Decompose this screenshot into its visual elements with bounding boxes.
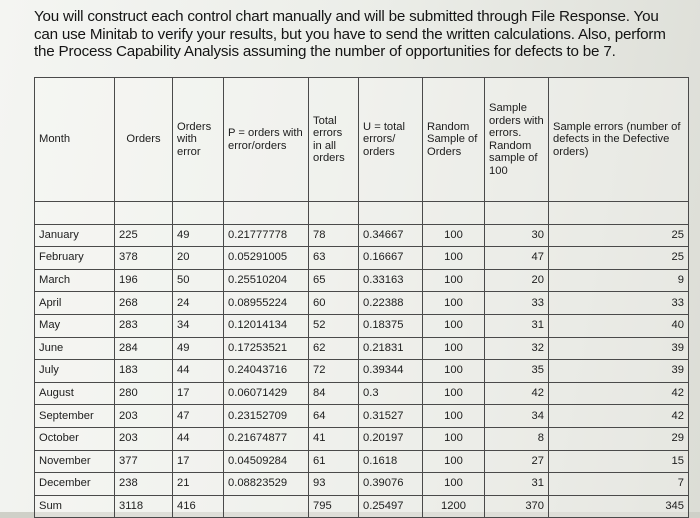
- cell-orders-with-error: 44: [173, 427, 224, 450]
- cell-orders: 225: [115, 224, 173, 247]
- cell-orders-with-error: 49: [173, 224, 224, 247]
- cell-orders: 268: [115, 292, 173, 315]
- cell-p-ratio: 0.04509284: [224, 450, 309, 473]
- cell-sample-errors: 42: [549, 405, 689, 428]
- cell-sample-errors: 25: [549, 247, 689, 270]
- cell-p-ratio: 0.08823529: [224, 473, 309, 496]
- header-sample-errors: Sample errors (number of defects in the Defective orders): [549, 78, 689, 202]
- cell-month: February: [35, 247, 115, 270]
- cell-random-sample: 1200: [423, 495, 485, 518]
- cell-sample-orders-with-errors: 47: [485, 247, 549, 270]
- cell-sample-errors: 345: [549, 495, 689, 518]
- table-row: [35, 292, 689, 315]
- header-p-ratio: P = orders with error/orders: [224, 78, 309, 202]
- cell-sample-errors: 39: [549, 360, 689, 383]
- header-total-errors: Total errors in all orders: [309, 78, 359, 202]
- cell-orders: 238: [115, 473, 173, 496]
- cell-sample-orders-with-errors: 31: [485, 473, 549, 496]
- cell-random-sample: 100: [423, 360, 485, 383]
- cell-sample-orders-with-errors: 33: [485, 292, 549, 315]
- cell-sample-orders-with-errors: 370: [485, 495, 549, 518]
- cell-sample-errors: 15: [549, 450, 689, 473]
- cell-orders-with-error: 17: [173, 382, 224, 405]
- cell-sample-orders-with-errors: 30: [485, 224, 549, 247]
- cell-random-sample: 100: [423, 427, 485, 450]
- cell-month: January: [35, 224, 115, 247]
- cell-total-errors: 72: [309, 360, 359, 383]
- cell-total-errors: 60: [309, 292, 359, 315]
- cell-orders-with-error: 44: [173, 360, 224, 383]
- cell-sample-orders-with-errors: 35: [485, 360, 549, 383]
- cell-u-ratio: 0.33163: [359, 269, 423, 292]
- table-row: [35, 314, 689, 337]
- cell-p-ratio: 0.05291005: [224, 247, 309, 270]
- cell-sample-errors: 25: [549, 224, 689, 247]
- cell-orders-with-error: 49: [173, 337, 224, 360]
- table-row: [35, 269, 689, 292]
- cell-u-ratio: 0.25497: [359, 495, 423, 518]
- cell-p-ratio: 0.17253521: [224, 337, 309, 360]
- cell-total-errors: 78: [309, 224, 359, 247]
- cell-u-ratio: 0.22388: [359, 292, 423, 315]
- cell-u-ratio: 0.39344: [359, 360, 423, 383]
- cell-orders: 203: [115, 427, 173, 450]
- cell-total-errors: 84: [309, 382, 359, 405]
- cell-u-ratio: 0.3: [359, 382, 423, 405]
- cell-orders: 183: [115, 360, 173, 383]
- cell-orders-with-error: 21: [173, 473, 224, 496]
- header-u-ratio: U = total errors/ orders: [359, 78, 423, 202]
- table-row: [35, 473, 689, 496]
- cell-random-sample: 100: [423, 269, 485, 292]
- cell-random-sample: 100: [423, 337, 485, 360]
- cell-random-sample: 100: [423, 450, 485, 473]
- cell-random-sample: 100: [423, 473, 485, 496]
- cell-orders: 196: [115, 269, 173, 292]
- cell-total-errors: 65: [309, 269, 359, 292]
- table-row: [35, 224, 689, 247]
- cell-orders-with-error: 47: [173, 405, 224, 428]
- cell-p-ratio: 0.06071429: [224, 382, 309, 405]
- cell-p-ratio: 0.08955224: [224, 292, 309, 315]
- cell-random-sample: 100: [423, 247, 485, 270]
- cell-p-ratio: 0.21674877: [224, 427, 309, 450]
- cell-p-ratio: 0.12014134: [224, 314, 309, 337]
- cell-total-errors: 52: [309, 314, 359, 337]
- cell-month: June: [35, 337, 115, 360]
- cell-month: May: [35, 314, 115, 337]
- cell-total-errors: 93: [309, 473, 359, 496]
- cell-month: July: [35, 360, 115, 383]
- cell-u-ratio: 0.39076: [359, 473, 423, 496]
- cell-orders-with-error: 34: [173, 314, 224, 337]
- cell-month: August: [35, 382, 115, 405]
- cell-sample-orders-with-errors: 32: [485, 337, 549, 360]
- cell-sample-errors: 29: [549, 427, 689, 450]
- cell-month: October: [35, 427, 115, 450]
- cell-p-ratio: 0.24043716: [224, 360, 309, 383]
- cell-orders: 3118: [115, 495, 173, 518]
- cell-p-ratio: 0.21777778: [224, 224, 309, 247]
- header-orders-with-error: Orders with error: [173, 78, 224, 202]
- cell-sample-errors: 33: [549, 292, 689, 315]
- cell-month: December: [35, 473, 115, 496]
- cell-random-sample: 100: [423, 405, 485, 428]
- cell-total-errors: 61: [309, 450, 359, 473]
- cell-u-ratio: 0.20197: [359, 427, 423, 450]
- cell-sample-errors: 7: [549, 473, 689, 496]
- cell-random-sample: 100: [423, 382, 485, 405]
- cell-sample-errors: 39: [549, 337, 689, 360]
- cell-u-ratio: 0.34667: [359, 224, 423, 247]
- cell-month: November: [35, 450, 115, 473]
- cell-orders-with-error: 416: [173, 495, 224, 518]
- header-random-sample: Random Sample of Orders: [423, 78, 485, 202]
- sum-row: [35, 495, 689, 518]
- table-row: [35, 247, 689, 270]
- cell-orders-with-error: 50: [173, 269, 224, 292]
- cell-orders-with-error: 20: [173, 247, 224, 270]
- cell-sample-errors: 40: [549, 314, 689, 337]
- cell-sample-orders-with-errors: 8: [485, 427, 549, 450]
- cell-u-ratio: 0.16667: [359, 247, 423, 270]
- cell-orders-with-error: 17: [173, 450, 224, 473]
- cell-orders: 377: [115, 450, 173, 473]
- cell-orders-with-error: 24: [173, 292, 224, 315]
- table-row: [35, 337, 689, 360]
- cell-orders: 283: [115, 314, 173, 337]
- cell-u-ratio: 0.1618: [359, 450, 423, 473]
- spacer-row: [35, 202, 689, 225]
- cell-sample-errors: 9: [549, 269, 689, 292]
- header-month: Month: [35, 78, 115, 202]
- cell-sample-orders-with-errors: 34: [485, 405, 549, 428]
- cell-total-errors: 64: [309, 405, 359, 428]
- cell-sample-orders-with-errors: 27: [485, 450, 549, 473]
- cell-sample-errors: 42: [549, 382, 689, 405]
- cell-total-errors: 63: [309, 247, 359, 270]
- cell-orders: 378: [115, 247, 173, 270]
- cell-p-ratio: 0.23152709: [224, 405, 309, 428]
- quality-data-table: [34, 77, 689, 518]
- cell-total-errors: 41: [309, 427, 359, 450]
- cell-random-sample: 100: [423, 292, 485, 315]
- cell-sample-orders-with-errors: 31: [485, 314, 549, 337]
- cell-month: March: [35, 269, 115, 292]
- table-row: [35, 360, 689, 383]
- cell-random-sample: 100: [423, 224, 485, 247]
- cell-total-errors: 62: [309, 337, 359, 360]
- cell-month: September: [35, 405, 115, 428]
- cell-orders: 203: [115, 405, 173, 428]
- instructions-text: You will construct each control chart manually and will be submitted through File Response. You can use Minitab to verify your results, but you have to send the written calculations. Also, perform the Process Capability Analysis assuming the number of opportunities for defects to be 7.: [34, 8, 666, 60]
- cell-u-ratio: 0.31527: [359, 405, 423, 428]
- cell-u-ratio: 0.18375: [359, 314, 423, 337]
- cell-total-errors: 795: [309, 495, 359, 518]
- cell-u-ratio: 0.21831: [359, 337, 423, 360]
- header-orders: Orders: [115, 78, 173, 202]
- header-sample-orders-with-errors: Sample orders with errors. Random sample of 100: [485, 78, 549, 202]
- cell-month: April: [35, 292, 115, 315]
- cell-sample-orders-with-errors: 20: [485, 269, 549, 292]
- cell-random-sample: 100: [423, 314, 485, 337]
- table-row: [35, 450, 689, 473]
- table-row: [35, 405, 689, 428]
- cell-sample-orders-with-errors: 42: [485, 382, 549, 405]
- cell-p-ratio: [224, 495, 309, 518]
- cell-orders: 284: [115, 337, 173, 360]
- table-row: [35, 427, 689, 450]
- header-row: [35, 78, 689, 202]
- cell-orders: 280: [115, 382, 173, 405]
- cell-p-ratio: 0.25510204: [224, 269, 309, 292]
- table-row: [35, 382, 689, 405]
- cell-month: Sum: [35, 495, 115, 518]
